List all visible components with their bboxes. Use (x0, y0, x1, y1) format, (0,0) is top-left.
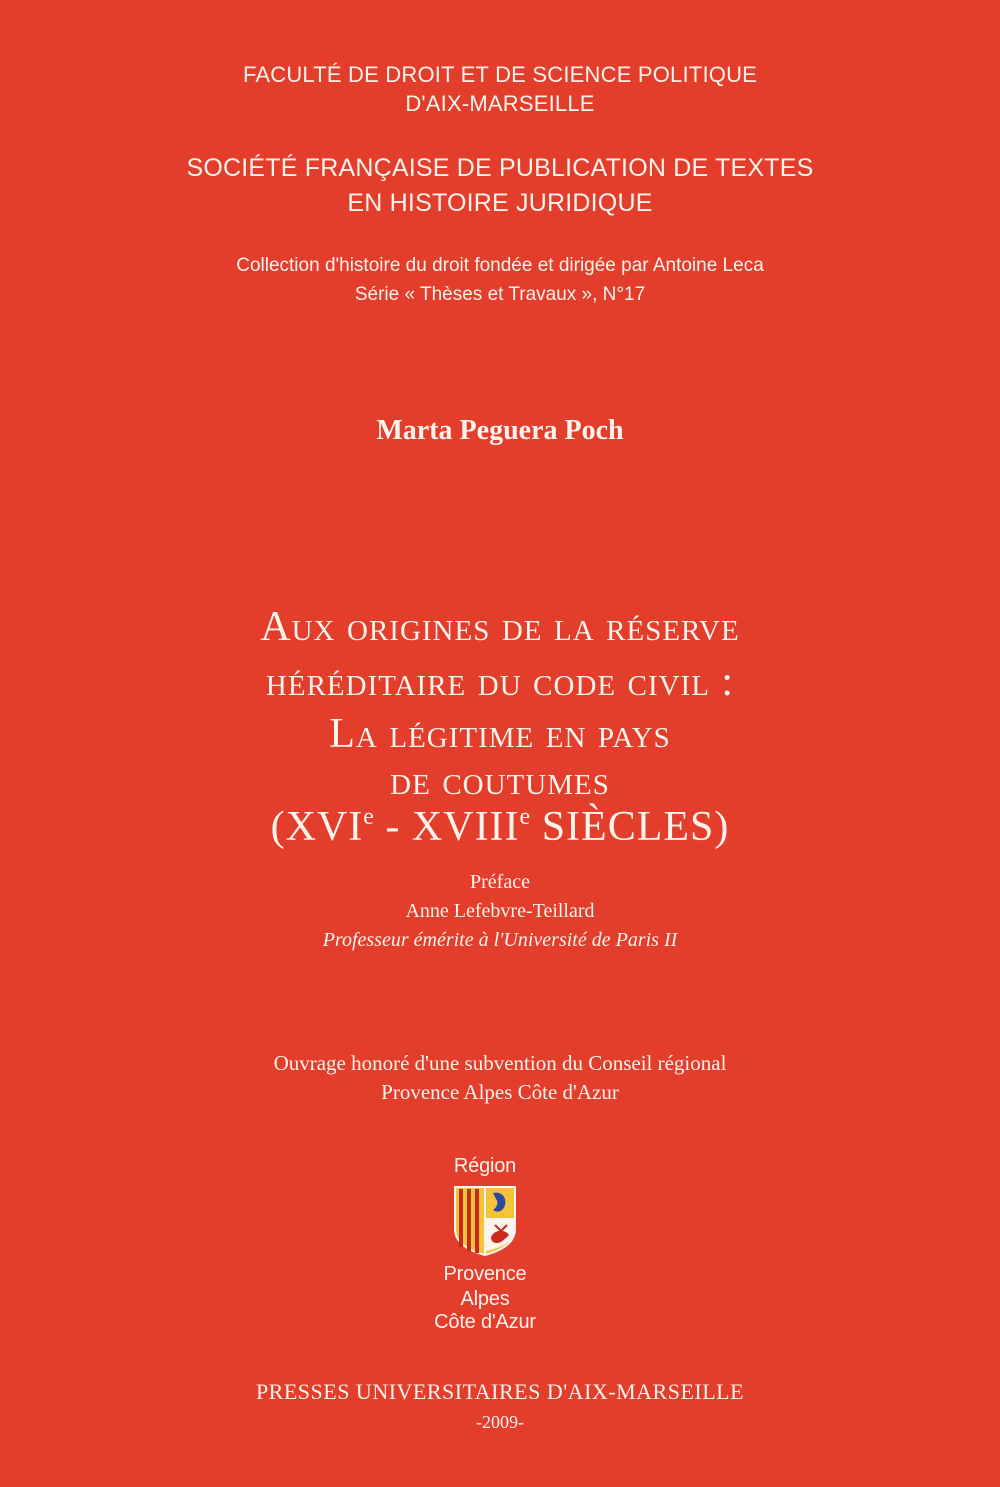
society-line-2: EN HISTOIRE JURIDIQUE (347, 189, 653, 217)
grant-line-2: Provence Alpes Côte d'Azur (381, 1080, 619, 1104)
society-line-1: SOCIÉTÉ FRANÇAISE DE PUBLICATION DE TEXTES (186, 154, 814, 182)
author-name: Marta Peguera Poch (376, 415, 624, 446)
title-line-5-close: SIÈCLES) (530, 804, 730, 850)
publication-year: -2009- (476, 1412, 524, 1432)
grant-line-1: Ouvrage honoré d'une subvention du Conseil régional (273, 1051, 727, 1075)
region-coat-of-arms-icon (453, 1185, 517, 1257)
publisher-name: PRESSES UNIVERSITAIRES D'AIX-MARSEILLE (255, 1379, 745, 1404)
title-line-5-open: (XVI (270, 804, 364, 850)
preface-author: Anne Lefebvre-Teillard (405, 900, 595, 922)
logo-region-label: Région (453, 1155, 517, 1177)
title-superscript-1: e (363, 804, 374, 830)
logo-alpes: Alpes (460, 1288, 510, 1310)
title-line-2: héréditaire du code civil : (265, 659, 735, 705)
title-line-4: de coutumes (390, 758, 610, 804)
title-line-3: La légitime en pays (329, 711, 671, 757)
collection-line-1: Collection d'histoire du droit fondée et dirigée par Antoine Leca (236, 255, 764, 276)
title-line-1: Aux origines de la réserve (260, 604, 740, 650)
title-superscript-2: e (519, 804, 531, 830)
logo-cote-dazur: Côte d'Azur (434, 1311, 536, 1333)
institution-line-1: FACULTÉ DE DROIT ET DE SCIENCE POLITIQUE (242, 62, 758, 87)
collection-line-2: Série « Thèses et Travaux », N°17 (354, 284, 646, 305)
title-line-5-mid: - XVIII (373, 804, 520, 850)
logo-provence: Provence (443, 1263, 527, 1285)
preface-label: Préface (470, 871, 530, 893)
title-line-5 (0, 803, 1000, 851)
preface-author-role: Professeur émérite à l'Université de Paris II (322, 929, 678, 951)
institution-line-2: D'AIX-MARSEILLE (405, 91, 595, 116)
